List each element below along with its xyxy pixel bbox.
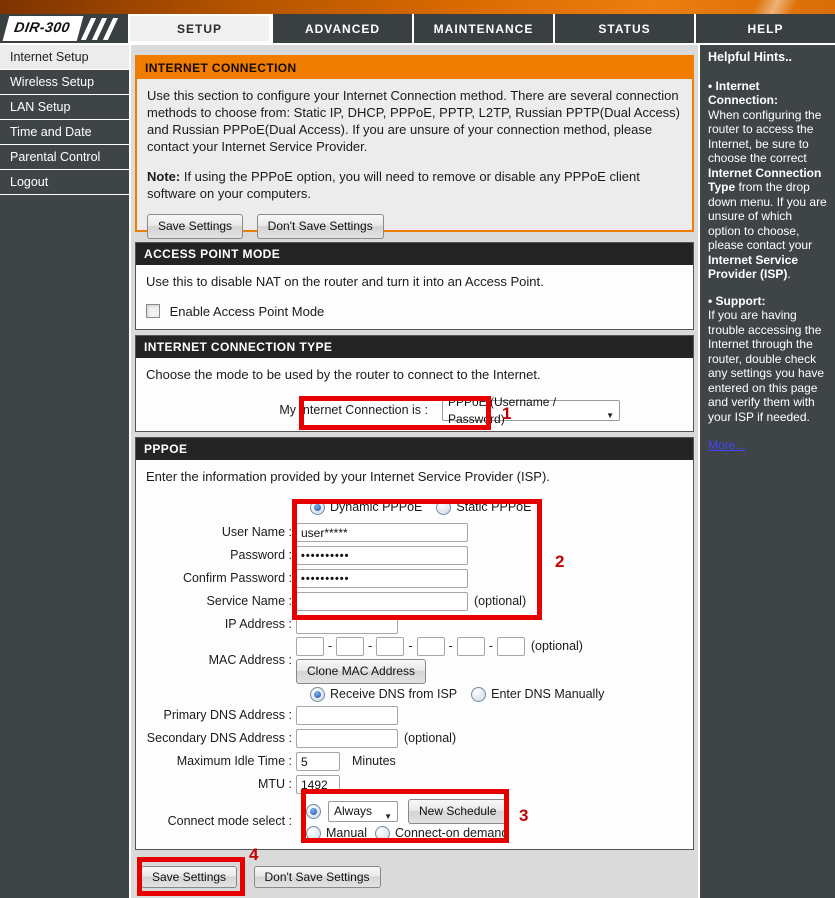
tab-maintenance[interactable]: MAINTENANCE bbox=[412, 14, 553, 43]
section-access-point-mode bbox=[135, 242, 694, 330]
logo-text: DIR-300 bbox=[13, 19, 72, 35]
mac-separator: - bbox=[368, 638, 373, 653]
section-title: PPPOE bbox=[136, 438, 693, 460]
section-internet-connection bbox=[135, 55, 694, 232]
confirm-password-label: Confirm Password : bbox=[182, 571, 292, 585]
annotation-number-1: 1 bbox=[502, 404, 512, 423]
dont-save-settings-button-bottom[interactable]: Don't Save Settings bbox=[254, 866, 381, 888]
connect-mode-label: Connect mode select : bbox=[167, 813, 292, 828]
tab-setup[interactable]: SETUP bbox=[128, 14, 271, 43]
hint-heading-support: • Support: bbox=[708, 293, 766, 308]
mac-separator: - bbox=[408, 638, 413, 653]
annotation-number-3: 3 bbox=[519, 806, 529, 825]
save-settings-button-bottom[interactable]: Save Settings bbox=[141, 866, 237, 888]
max-idle-time-input[interactable] bbox=[296, 752, 340, 771]
max-idle-time-label: Maximum Idle Time : bbox=[176, 754, 292, 768]
manual-label: Manual bbox=[326, 825, 367, 840]
hint-body-support: If you are having trouble accessing the Internet through the router, double check any settings you have entered on this page and verify them with your ISP if needed. bbox=[708, 308, 825, 424]
section-title: INTERNET CONNECTION bbox=[137, 57, 692, 79]
helpful-hints-title: Helpful Hints.. bbox=[708, 50, 793, 64]
service-name-optional: (optional) bbox=[474, 594, 527, 608]
connect-mode-always-radio[interactable] bbox=[306, 804, 321, 819]
minutes-label: Minutes bbox=[352, 754, 396, 768]
connection-type-description: Choose the mode to be used by the router to connect to the Internet. bbox=[146, 367, 541, 382]
enable-access-point-label: Enable Access Point Mode bbox=[169, 304, 325, 319]
static-pppoe-label: Static PPPoE bbox=[456, 499, 532, 514]
user-name-input[interactable] bbox=[296, 523, 468, 542]
enter-dns-manually-label: Enter DNS Manually bbox=[491, 686, 605, 701]
mac-separator: - bbox=[488, 638, 493, 653]
connection-type-select[interactable]: PPPoE (Username / Password) ▼ bbox=[442, 400, 620, 421]
mtu-label: MTU : bbox=[257, 777, 292, 791]
mac-octet-input[interactable] bbox=[336, 637, 364, 656]
section-title: INTERNET CONNECTION TYPE bbox=[136, 336, 693, 358]
ip-address-label: IP Address : bbox=[224, 617, 292, 631]
nav-tabs bbox=[128, 14, 835, 43]
more-link[interactable]: More... bbox=[708, 438, 746, 452]
note-label: Note: bbox=[147, 169, 181, 184]
new-schedule-button[interactable]: New Schedule bbox=[408, 799, 507, 824]
connect-on-demand-label: Connect-on demand bbox=[395, 825, 509, 840]
app-header bbox=[0, 14, 835, 45]
section-pppoe bbox=[135, 437, 694, 850]
tab-status[interactable]: STATUS bbox=[553, 14, 694, 43]
enable-access-point-checkbox[interactable] bbox=[146, 304, 160, 318]
secondary-dns-optional: (optional) bbox=[404, 731, 457, 745]
access-point-description: Use this to disable NAT on the router and turn it into an Access Point. bbox=[146, 274, 544, 289]
sidebar-item-time-and-date[interactable]: Time and Date bbox=[0, 120, 129, 145]
static-pppoe-radio[interactable] bbox=[436, 500, 451, 515]
mac-address-optional: (optional) bbox=[530, 638, 583, 653]
ip-address-input[interactable] bbox=[296, 615, 398, 634]
enter-dns-manually-radio[interactable] bbox=[471, 687, 486, 702]
mac-separator: - bbox=[328, 638, 333, 653]
receive-dns-from-isp-radio[interactable] bbox=[310, 687, 325, 702]
helpful-hints-sidebar bbox=[698, 45, 835, 898]
clone-mac-address-button[interactable]: Clone MAC Address bbox=[296, 659, 426, 684]
connect-on-demand-radio[interactable] bbox=[375, 826, 390, 841]
brand-logo bbox=[0, 14, 128, 43]
service-name-input[interactable] bbox=[296, 592, 468, 611]
connect-mode-manual-radio[interactable] bbox=[306, 826, 321, 841]
section-title: ACCESS POINT MODE bbox=[136, 243, 693, 265]
hint-heading-internet-connection: • Internet Connection: bbox=[708, 78, 778, 107]
annotation-number-2: 2 bbox=[555, 552, 565, 571]
password-label: Password : bbox=[230, 548, 292, 562]
primary-dns-input[interactable] bbox=[296, 706, 398, 725]
top-orange-bar bbox=[0, 0, 835, 14]
mac-address-label: MAC Address : bbox=[208, 652, 292, 667]
sidebar-item-parental-control[interactable]: Parental Control bbox=[0, 145, 129, 170]
mac-octet-input[interactable] bbox=[497, 637, 525, 656]
confirm-password-input[interactable] bbox=[296, 569, 468, 588]
dynamic-pppoe-label: Dynamic PPPoE bbox=[330, 499, 423, 514]
dynamic-pppoe-radio[interactable] bbox=[310, 500, 325, 515]
section-internet-connection-type bbox=[135, 335, 694, 432]
mac-octet-input[interactable] bbox=[417, 637, 445, 656]
secondary-dns-label: Secondary DNS Address : bbox=[146, 731, 292, 745]
hint-body-internet-connection: When configuring the router to access the Internet, be sure to choose the correct Internet Connection Type from the drop down menu. If you are unsure of which option to choose, please contact your Internet Service Provider (ISP). bbox=[708, 107, 827, 281]
sidebar-item-lan-setup[interactable]: LAN Setup bbox=[0, 95, 129, 120]
left-sidebar bbox=[0, 45, 131, 898]
mtu-input[interactable] bbox=[296, 775, 340, 794]
footer-buttons bbox=[141, 866, 698, 888]
pppoe-description: Enter the information provided by your Internet Service Provider (ISP). bbox=[146, 469, 550, 484]
tab-help[interactable]: HELP bbox=[694, 14, 835, 43]
mac-octet-input[interactable] bbox=[457, 637, 485, 656]
pppoe-note: Note: If using the PPPoE option, you will need to remove or disable any PPPoE client software on your computers. bbox=[147, 169, 640, 201]
mac-octet-input[interactable] bbox=[296, 637, 324, 656]
annotation-number-4: 4 bbox=[249, 845, 259, 864]
user-name-label: User Name : bbox=[221, 525, 292, 539]
dont-save-settings-button-top[interactable]: Don't Save Settings bbox=[257, 214, 384, 239]
always-select[interactable]: Always ▼ bbox=[328, 801, 398, 822]
gloss-streak bbox=[745, 0, 805, 14]
service-name-label: Service Name : bbox=[206, 594, 292, 608]
primary-dns-label: Primary DNS Address : bbox=[163, 708, 292, 722]
secondary-dns-input[interactable] bbox=[296, 729, 398, 748]
password-input[interactable] bbox=[296, 546, 468, 565]
tab-advanced[interactable]: ADVANCED bbox=[271, 14, 412, 43]
mac-octet-input[interactable] bbox=[376, 637, 404, 656]
sidebar-item-logout[interactable]: Logout bbox=[0, 170, 129, 195]
mac-separator: - bbox=[448, 638, 453, 653]
logo-plate bbox=[3, 16, 83, 41]
internet-connection-description: Use this section to configure your Internet Connection method. There are several connection methods to choose from: Static IP, DHCP, PPPoE, PPTP, L2TP, Russian PPTP(Dual Access) and Russian PPPoE(Dual Access). If you are unsure of your connection method, please contact your Internet Service Provider. bbox=[147, 88, 680, 154]
sidebar-item-wireless-setup[interactable]: Wireless Setup bbox=[0, 70, 129, 95]
receive-dns-from-isp-label: Receive DNS from ISP bbox=[330, 686, 458, 701]
save-settings-button-top[interactable]: Save Settings bbox=[147, 214, 243, 239]
connection-type-label: My Internet Connection is : bbox=[279, 403, 428, 417]
main-content bbox=[131, 47, 698, 898]
sidebar-item-internet-setup[interactable]: Internet Setup bbox=[0, 45, 129, 70]
